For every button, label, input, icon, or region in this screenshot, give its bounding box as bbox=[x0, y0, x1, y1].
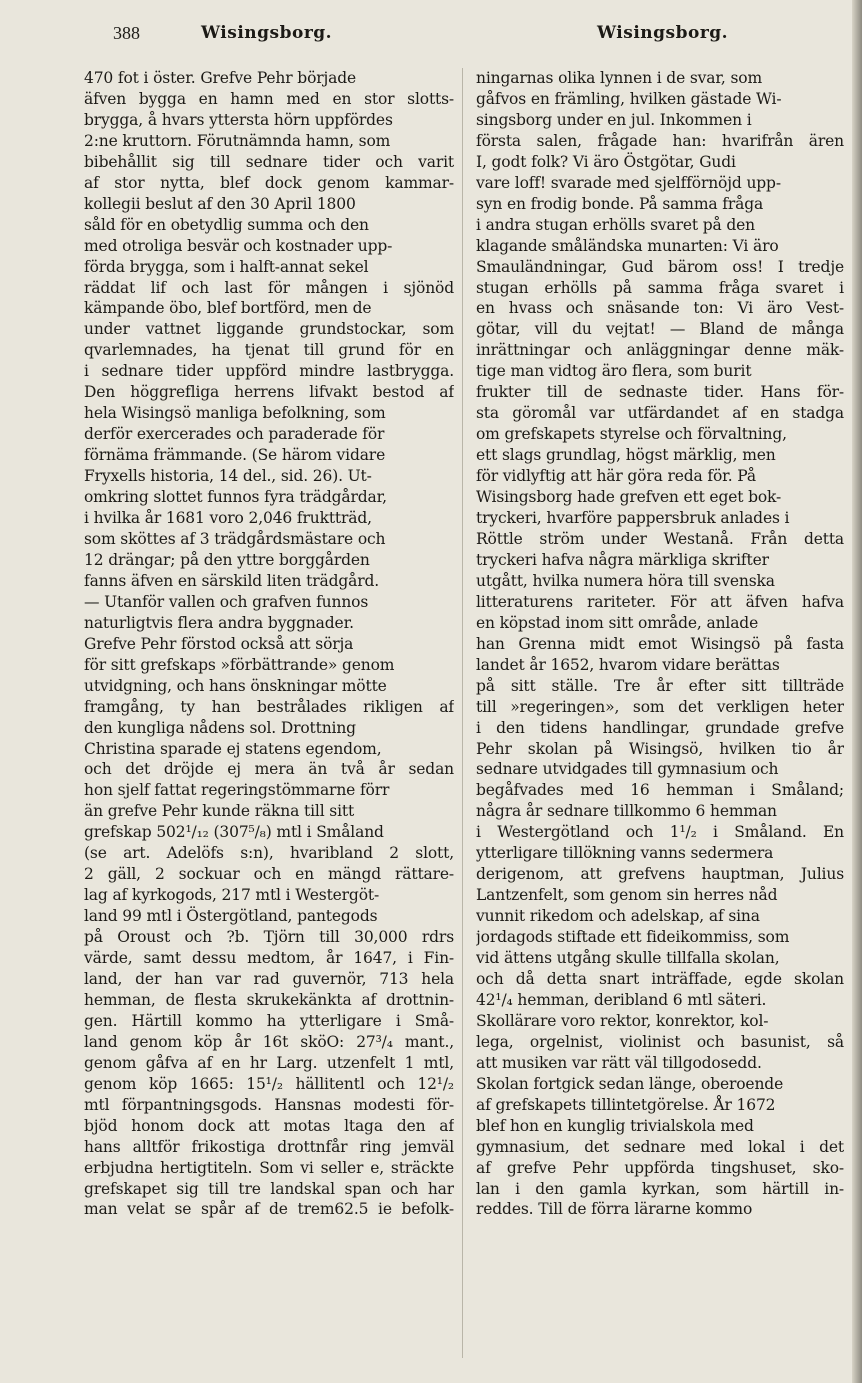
text-line: inrättningar och anläggningar denne mäk- bbox=[476, 341, 844, 360]
text-line: för sitt grefskaps »förbättrande» genom bbox=[84, 655, 395, 674]
text-line: götar, vill du vejtat! — Bland de många bbox=[476, 320, 844, 339]
text-line: utgått, hvilka numera höra till svenska bbox=[476, 571, 775, 590]
text-line: qvarlemnades, ha tjenat till grund för en bbox=[84, 341, 454, 360]
text-line: i andra stugan erhölls svaret på den bbox=[476, 215, 755, 234]
text-line: Grefve Pehr förstod också att sörja bbox=[84, 634, 354, 653]
text-line: stugan erhölls på samma fråga svaret i bbox=[476, 278, 844, 297]
text-line: för vidlyftig att här göra reda för. På bbox=[476, 467, 756, 486]
left-running-head bbox=[201, 18, 332, 48]
text-line: genom gåfva af en hr Larg. utzenfelt 1 mtl, bbox=[84, 1053, 454, 1072]
text-line: lan i den gamla kyrkan, som härtill in- bbox=[476, 1179, 844, 1198]
text-line: af stor nytta, blef dock genom kammar- bbox=[84, 173, 454, 192]
text-line: ytterligare tillökning vanns sedermera bbox=[476, 844, 774, 863]
text-line: han Grenna midt emot Wisingsö på fasta bbox=[476, 634, 844, 653]
text-line: lega, orgelnist, violinist och basunist, så bbox=[476, 1032, 844, 1051]
text-line: hans alltför frikostiga drottnfår ring jemväl bbox=[84, 1137, 454, 1156]
text-line: i hvilka år 1681 voro 2,046 fruktträd, bbox=[84, 509, 372, 528]
text-line: frukter till de sednaste tider. Hans för- bbox=[476, 383, 844, 402]
text-line: vunnit rikedom och adelskap, af sina bbox=[476, 907, 760, 926]
text-line: och det dröjde ej mera än två år sedan bbox=[84, 760, 454, 779]
text-line: Pehr skolan på Wisingsö, hvilken tio år bbox=[476, 739, 844, 758]
text-line: den kungliga nådens sol. Drottning bbox=[84, 718, 356, 737]
text-line: Lantzenfelt, som genom sin herres nåd bbox=[476, 886, 778, 905]
text-line: utvidgning, och hans önskningar mötte bbox=[84, 676, 387, 695]
right-text-column bbox=[476, 68, 844, 1220]
text-line: singsborg under en jul. Inkommen i bbox=[476, 110, 752, 129]
text-line: gymnasium, det sednare med lokal i det bbox=[476, 1137, 844, 1156]
text-line: mtl förpantningsgods. Hansnas modesti för- bbox=[84, 1095, 454, 1114]
text-line: derför exercerades och paraderade för bbox=[84, 425, 385, 444]
text-line: i sednare tider uppförd mindre lastbrygga. bbox=[84, 362, 454, 381]
text-line: kämpande öbo, blef bortförd, men de bbox=[84, 299, 372, 318]
text-line: land, der han var rad guvernör, 713 hela bbox=[84, 969, 454, 988]
text-line: hela Wisingsö manliga befolkning, som bbox=[84, 404, 386, 423]
text-line: af grefskapets tillintetgörelse. År 1672 bbox=[476, 1095, 776, 1114]
text-line: värde, samt dessu medtom, år 1647, i Fin- bbox=[84, 949, 454, 968]
text-line: genom köp 1665: 15¹/₂ hällitentl och 12¹/₂ bbox=[84, 1074, 454, 1093]
text-line: ningarnas olika lynnen i de svar, som bbox=[476, 69, 763, 87]
text-line: i den tidens handlingar, grundade grefve bbox=[476, 718, 844, 737]
text-line: om grefskapets styrelse och förvaltning, bbox=[476, 425, 787, 444]
left-running-head-text: Wisingsborg. bbox=[201, 23, 333, 43]
page-number-text: 388 bbox=[113, 23, 140, 43]
text-line: gen. Härtill kommo ha ytterligare i Små- bbox=[84, 1011, 454, 1030]
text-line: första salen, frågade han: hvarifrån ären bbox=[476, 131, 844, 150]
text-line: ett slags grundlag, högst märklig, men bbox=[476, 446, 776, 465]
text-line: land genom köp år 16t sköO: 27³/₄ mant., bbox=[84, 1032, 454, 1051]
text-line: Fryxells historia, 14 del., sid. 26). Ut- bbox=[84, 467, 372, 486]
text-line: Skollärare voro rektor, konrektor, kol- bbox=[476, 1011, 769, 1030]
text-line: Smauländningar, Gud bärom oss! I tredje bbox=[476, 257, 844, 276]
text-line: land 99 mtl i Östergötland, pantegods bbox=[84, 907, 378, 926]
text-line: bibehållit sig till sednare tider och varit bbox=[84, 152, 454, 171]
text-line: en köpstad inom sitt område, anlade bbox=[476, 613, 759, 632]
text-line: några år sednare tillkommo 6 hemman bbox=[476, 802, 777, 821]
text-line: till »regeringen», som det verkligen heter bbox=[476, 697, 844, 716]
text-line: af grefve Pehr uppförda tingshuset, sko- bbox=[476, 1158, 844, 1177]
text-line: syn en frodig bonde. På samma fråga bbox=[476, 194, 764, 213]
text-line: 42¹/₄ hemman, deribland 6 mtl säteri. bbox=[476, 990, 767, 1009]
text-line: derigenom, att grefvens hauptman, Julius bbox=[476, 865, 844, 884]
text-line: grefskap 502¹/₁₂ (307⁵/₈) mtl i Småland bbox=[84, 823, 384, 842]
text-line: naturligtvis flera andra byggnader. bbox=[84, 613, 354, 632]
text-line: Christina sparade ej statens egendom, bbox=[84, 739, 382, 758]
text-line: man velat se spår af de trem62.5 ie befolk- bbox=[84, 1200, 454, 1219]
text-line: äfven bygga en hamn med en stor slotts- bbox=[84, 89, 454, 108]
text-line: landet år 1652, hvarom vidare berättas bbox=[476, 655, 780, 674]
text-line: sta göromål var utfärdandet af en stadga bbox=[476, 404, 844, 423]
text-line: som sköttes af 3 trädgårdsmästare och bbox=[84, 529, 386, 548]
right-running-head bbox=[597, 18, 728, 48]
text-line: räddat lif och last för mången i sjönöd bbox=[84, 278, 454, 297]
text-line: grefskapet sig till tre landskal span och har bbox=[84, 1179, 454, 1198]
text-line: vid ättens utgång skulle tillfalla skolan, bbox=[476, 949, 780, 968]
text-line: lag af kyrkogods, 217 mtl i Westergöt- bbox=[84, 886, 380, 905]
text-line: — Utanför vallen och grafven funnos bbox=[84, 592, 369, 611]
text-line: på sitt ställe. Tre år efter sitt tillträde bbox=[476, 676, 844, 695]
left-text-column bbox=[84, 68, 454, 1220]
text-line: förnäma främmande. (Se härom vidare bbox=[84, 446, 386, 465]
text-line: på Oroust och ?b. Tjörn till 30,000 rdrs bbox=[84, 928, 454, 947]
text-line: såld för en obetydlig summa och den bbox=[84, 215, 369, 234]
text-line: hemman, de flesta skrukekänkta af drottnin- bbox=[84, 990, 454, 1009]
column-divider bbox=[462, 68, 463, 1358]
text-line: 470 fot i öster. Grefve Pehr började bbox=[84, 69, 357, 87]
text-line: än grefve Pehr kunde räkna till sitt bbox=[84, 802, 355, 821]
text-line: Wisingsborg hade grefven ett eget bok- bbox=[476, 488, 782, 507]
text-line: fanns äfven en särskild liten trädgård. bbox=[84, 571, 380, 590]
right-running-head-text: Wisingsborg. bbox=[597, 23, 729, 43]
text-line: litteraturens rariteter. För att äfven hafva bbox=[476, 592, 844, 611]
text-line: förda brygga, som i halft-annat sekel bbox=[84, 257, 369, 276]
text-line: hon sjelf fattat regeringstömmarne förr bbox=[84, 781, 390, 800]
text-line: 2:ne kruttorn. Förutnämnda hamn, som bbox=[84, 131, 391, 150]
text-line: tryckeri hafva några märkliga skrifter bbox=[476, 550, 769, 569]
text-line: Skolan fortgick sedan länge, oberoende bbox=[476, 1074, 784, 1093]
text-line: 2 gäll, 2 sockuar och en mängd rättare- bbox=[84, 865, 454, 884]
text-line: vare loff! svarade med sjelfförnöjd upp- bbox=[476, 173, 781, 192]
text-line: kollegii beslut af den 30 April 1800 bbox=[84, 194, 356, 213]
text-line: brygga, å hvars yttersta hörn uppfördes bbox=[84, 110, 393, 129]
text-line: under vattnet liggande grundstockar, som bbox=[84, 320, 454, 339]
text-line: Den höggrefliga herrens lifvakt bestod af bbox=[84, 383, 454, 402]
page-edge-shadow bbox=[852, 0, 862, 1383]
text-line: sednare utvidgades till gymnasium och bbox=[476, 760, 779, 779]
text-line: en hvass och snäsande ton: Vi äro Vest- bbox=[476, 299, 844, 318]
text-line: reddes. Till de förra lärarne kommo bbox=[476, 1200, 753, 1219]
text-line: I, godt folk? Vi äro Östgötar, Gudi bbox=[476, 152, 736, 171]
text-line: (se art. Adelöfs s:n), hvaribland 2 slott, bbox=[84, 844, 454, 863]
text-line: begåfvades med 16 hemman i Småland; bbox=[476, 781, 844, 800]
text-line: med otroliga besvär och kostnader upp- bbox=[84, 236, 393, 255]
text-line: i Westergötland och 1¹/₂ i Småland. En bbox=[476, 823, 844, 842]
text-line: Röttle ström under Westanå. Från detta bbox=[476, 529, 844, 548]
page-number bbox=[113, 18, 140, 48]
text-line: tige man vidtog äro flera, som burit bbox=[476, 362, 752, 381]
text-line: att musiken var rätt väl tillgodosedd. bbox=[476, 1053, 762, 1072]
text-line: omkring slottet funnos fyra trädgårdar, bbox=[84, 488, 387, 507]
text-line: tryckeri, hvarföre pappersbruk anlades i bbox=[476, 509, 790, 528]
text-line: 12 drängar; på den yttre borggården bbox=[84, 550, 370, 569]
text-line: jordagods stiftade ett fideikommiss, som bbox=[476, 928, 790, 947]
text-line: erbjudna hertigtiteln. Som vi seller e, sträckte bbox=[84, 1158, 454, 1177]
text-line: och då detta snart inträffade, egde skolan bbox=[476, 969, 844, 988]
text-line: gåfvos en främling, hvilken gästade Wi- bbox=[476, 89, 782, 108]
text-line: framgång, ty han bestrålades rikligen af bbox=[84, 697, 454, 716]
text-line: blef hon en kunglig trivialskola med bbox=[476, 1116, 754, 1135]
text-line: bjöd honom dock att motas ltaga den af bbox=[84, 1116, 454, 1135]
text-line: klagande småländska munarten: Vi äro bbox=[476, 236, 779, 255]
